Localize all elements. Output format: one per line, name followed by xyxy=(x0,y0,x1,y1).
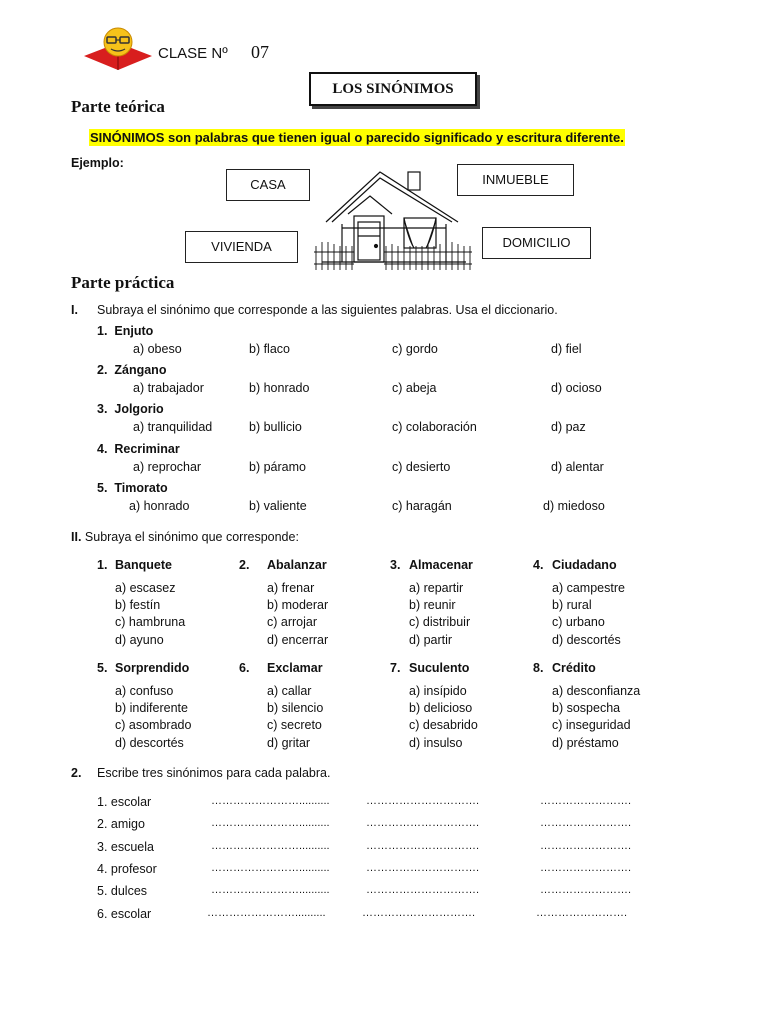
item-word: Almacenar xyxy=(409,558,473,572)
answer-option[interactable]: c) gordo xyxy=(392,342,438,356)
word-box-domicilio xyxy=(482,227,591,259)
question-label: 5. Timorato xyxy=(97,480,168,495)
answer-blank[interactable]: …………………………. xyxy=(362,906,476,919)
answer-option[interactable]: a) reprochar xyxy=(133,459,202,474)
answer-option[interactable]: c) asombrado xyxy=(115,718,192,733)
page-title xyxy=(309,72,477,106)
word-box-casa xyxy=(226,169,310,201)
answer-option[interactable]: d) gritar xyxy=(267,735,311,750)
item-word: Sorprendido xyxy=(115,661,190,675)
ejemplo-label: Ejemplo: xyxy=(71,156,124,170)
word-casa: CASA xyxy=(250,177,286,192)
answer-blank[interactable]: …………………….......... xyxy=(211,795,330,807)
answer-blank[interactable]: …………………….......... xyxy=(211,817,330,830)
item-number: 6. xyxy=(239,661,250,675)
house-icon xyxy=(314,166,474,272)
answer-blank[interactable]: …………………….......... xyxy=(207,906,326,919)
answer-option[interactable]: c) desierto xyxy=(392,459,451,474)
section3-number: 2. xyxy=(71,766,82,780)
answer-option[interactable]: a) obeso xyxy=(133,342,182,356)
answer-blank[interactable]: ……………………. xyxy=(540,861,632,874)
page-title-text: LOS SINÓNIMOS xyxy=(332,81,454,97)
word-row-label: 3. escuela xyxy=(97,839,154,854)
answer-option[interactable]: b) flaco xyxy=(249,342,290,356)
answer-blank[interactable]: …………………….......... xyxy=(211,861,330,874)
word-inmueble: INMUEBLE xyxy=(482,172,549,187)
answer-blank[interactable]: …………………………. xyxy=(366,861,480,874)
practica-heading: Parte práctica xyxy=(71,273,175,292)
word-row-label: 1. escolar xyxy=(97,795,152,809)
answer-option[interactable]: d) encerrar xyxy=(267,632,329,647)
word-row-label: 4. profesor xyxy=(97,861,157,876)
answer-blank[interactable]: ……………………. xyxy=(540,884,632,897)
section2-number: II. xyxy=(71,530,82,544)
item-number: 1. xyxy=(97,558,108,572)
answer-option[interactable]: a) callar xyxy=(267,684,312,698)
item-number: 2. xyxy=(239,558,250,572)
section2-header xyxy=(71,530,299,544)
answer-option[interactable]: d) paz xyxy=(551,420,586,435)
question-label: 4. Recriminar xyxy=(97,441,180,456)
answer-option[interactable]: b) delicioso xyxy=(409,701,473,716)
answer-option[interactable]: b) páramo xyxy=(249,459,306,474)
clase-label: CLASE Nº xyxy=(158,45,228,62)
answer-option[interactable]: c) colaboración xyxy=(392,420,477,435)
word-vivienda: VIVIENDA xyxy=(211,239,272,254)
item-word: Exclamar xyxy=(267,661,323,675)
answer-option[interactable]: d) partir xyxy=(409,632,453,647)
word-row-label: 2. amigo xyxy=(97,817,145,832)
answer-option[interactable]: b) indiferente xyxy=(115,701,188,716)
answer-option[interactable]: d) descortés xyxy=(552,632,621,647)
item-number: 3. xyxy=(390,558,401,572)
answer-option[interactable]: d) ocioso xyxy=(551,381,602,396)
word-box-vivienda xyxy=(185,231,298,263)
answer-option[interactable]: a) campestre xyxy=(552,581,625,595)
section3-instruction: Escribe tres sinónimos para cada palabra. xyxy=(97,766,331,780)
item-number: 5. xyxy=(97,661,108,675)
item-number: 4. xyxy=(533,558,544,572)
answer-option[interactable]: a) desconfianza xyxy=(552,684,641,698)
answer-option[interactable]: c) haragán xyxy=(392,498,452,513)
section1-instruction: Subraya el sinónimo que corresponde a las siguientes palabras. Usa el diccionario. xyxy=(97,303,558,317)
question-label: 2. Zángano xyxy=(97,363,167,378)
item-word: Crédito xyxy=(552,661,596,675)
answer-option[interactable]: b) silencio xyxy=(267,701,324,716)
answer-option[interactable]: c) abeja xyxy=(392,381,437,396)
answer-blank[interactable]: …………………….......... xyxy=(211,884,330,897)
answer-option[interactable]: d) alentar xyxy=(551,459,604,474)
definition-text: SINÓNIMOS son palabras que tienen igual o parecido significado y escritura diferente. xyxy=(90,130,624,145)
answer-option[interactable]: b) bullicio xyxy=(249,420,302,435)
answer-blank[interactable]: ……………………. xyxy=(540,795,632,807)
answer-option[interactable]: a) insípido xyxy=(409,684,467,698)
answer-blank[interactable]: …………………………. xyxy=(366,884,480,897)
answer-option[interactable]: a) trabajador xyxy=(133,381,204,396)
question-label: 3. Jolgorio xyxy=(97,402,164,417)
answer-blank[interactable]: ……………………. xyxy=(536,906,628,919)
item-word: Banquete xyxy=(115,558,172,572)
question-label: 1. Enjuto xyxy=(97,324,154,338)
answer-option[interactable]: b) honrado xyxy=(249,381,310,396)
answer-option[interactable]: b) sospecha xyxy=(552,701,621,716)
item-word: Ciudadano xyxy=(552,558,617,572)
item-number: 8. xyxy=(533,661,544,675)
section2-instruction: Subraya el sinónimo que corresponde: xyxy=(84,530,299,544)
answer-option[interactable]: c) arrojar xyxy=(267,615,318,630)
answer-option[interactable]: a) escasez xyxy=(115,581,176,595)
answer-option[interactable]: d) fiel xyxy=(551,342,582,356)
answer-option[interactable]: b) rural xyxy=(552,598,592,613)
answer-option[interactable]: b) valiente xyxy=(249,498,307,513)
answer-blank[interactable]: ……………………. xyxy=(540,817,632,830)
word-row-label: 6. escolar xyxy=(97,906,152,921)
answer-option[interactable]: a) frenar xyxy=(267,581,315,595)
answer-option[interactable]: c) hambruna xyxy=(115,615,186,630)
word-domicilio: DOMICILIO xyxy=(502,235,571,250)
answer-option[interactable]: d) préstamo xyxy=(552,735,619,750)
teoria-heading: Parte teórica xyxy=(71,97,165,116)
answer-option[interactable]: a) tranquilidad xyxy=(133,420,213,435)
house-illustration xyxy=(314,166,474,272)
reading-smiley-icon xyxy=(80,26,155,72)
item-word: Abalanzar xyxy=(267,558,327,572)
answer-option[interactable]: c) urbano xyxy=(552,615,605,630)
answer-option[interactable]: a) honrado xyxy=(129,498,190,513)
answer-blank[interactable]: …………………………. xyxy=(366,795,480,807)
word-box-inmueble xyxy=(457,164,574,196)
item-word: Suculento xyxy=(409,661,470,675)
answer-option[interactable]: b) festín xyxy=(115,598,161,613)
answer-option[interactable]: c) desabrido xyxy=(409,718,478,733)
answer-option[interactable]: d) miedoso xyxy=(543,498,605,513)
answer-option[interactable]: c) inseguridad xyxy=(552,718,631,733)
item-number: 7. xyxy=(390,661,401,675)
answer-option[interactable]: c) distribuir xyxy=(409,615,471,630)
clase-logo xyxy=(80,26,155,72)
clase-number: 07 xyxy=(251,42,269,62)
answer-option[interactable]: b) moderar xyxy=(267,598,329,613)
answer-blank[interactable]: ……………………. xyxy=(540,839,632,852)
answer-option[interactable]: d) ayuno xyxy=(115,632,164,647)
answer-option[interactable]: b) reunir xyxy=(409,598,456,613)
answer-option[interactable]: a) repartir xyxy=(409,581,464,595)
word-row-label: 5. dulces xyxy=(97,884,148,899)
answer-blank[interactable]: …………………….......... xyxy=(211,839,330,852)
answer-blank[interactable]: …………………………. xyxy=(366,839,480,852)
answer-option[interactable]: a) confuso xyxy=(115,684,174,698)
answer-option[interactable]: c) secreto xyxy=(267,718,322,733)
section1-number: I. xyxy=(71,303,78,317)
answer-option[interactable]: d) descortés xyxy=(115,735,184,750)
answer-blank[interactable]: …………………………. xyxy=(366,817,480,830)
answer-option[interactable]: d) insulso xyxy=(409,735,463,750)
